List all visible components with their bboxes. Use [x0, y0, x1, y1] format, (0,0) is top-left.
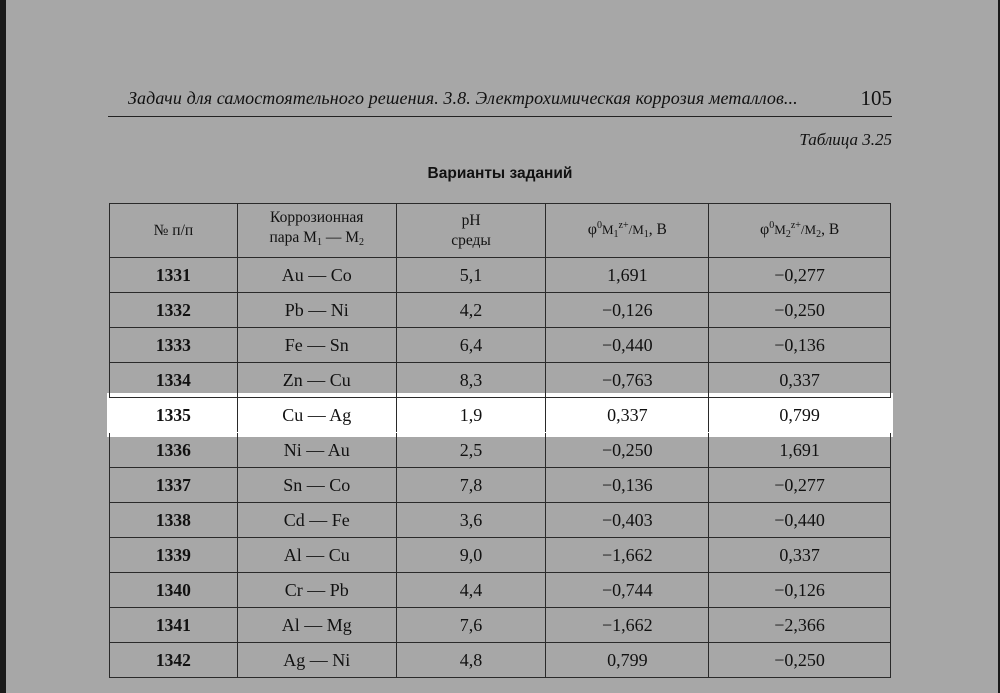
running-head	[108, 86, 892, 117]
cell-ph: 4,2	[396, 293, 546, 328]
cell-phi1: −0,136	[546, 468, 709, 503]
cell-phi2: −0,277	[709, 468, 891, 503]
table-row	[110, 293, 891, 328]
cell-ph: 9,0	[396, 538, 546, 573]
variants-table	[109, 203, 891, 678]
cell-phi2: −2,366	[709, 608, 891, 643]
table-row	[110, 433, 891, 468]
page-left-edge	[0, 0, 6, 693]
cell-pair: Fe — Sn	[237, 328, 396, 363]
cell-num: 1335	[110, 398, 238, 433]
cell-phi2: −0,277	[709, 258, 891, 293]
table-row-highlighted	[110, 398, 891, 433]
cell-num: 1334	[110, 363, 238, 398]
cell-phi1: −0,126	[546, 293, 709, 328]
table-caption: Варианты заданий	[427, 165, 573, 182]
cell-num: 1331	[110, 258, 238, 293]
cell-ph: 7,6	[396, 608, 546, 643]
cell-num: 1337	[110, 468, 238, 503]
table-row	[110, 503, 891, 538]
cell-pair: Zn — Cu	[237, 363, 396, 398]
cell-phi1: 0,337	[546, 398, 709, 433]
cell-num: 1340	[110, 573, 238, 608]
cell-phi2: −0,250	[709, 643, 891, 678]
cell-pair: Pb — Ni	[237, 293, 396, 328]
cell-phi1: −1,662	[546, 538, 709, 573]
cell-num: 1338	[110, 503, 238, 538]
cell-ph: 2,5	[396, 433, 546, 468]
cell-ph: 4,8	[396, 643, 546, 678]
table-row	[110, 468, 891, 503]
cell-ph: 6,4	[396, 328, 546, 363]
page-number: 105	[860, 86, 892, 110]
table-header-row	[110, 204, 891, 258]
table-row	[110, 608, 891, 643]
cell-phi2: 0,337	[709, 363, 891, 398]
cell-phi2: 0,337	[709, 538, 891, 573]
cell-pair: Ag — Ni	[237, 643, 396, 678]
cell-phi2: −0,126	[709, 573, 891, 608]
cell-ph: 7,8	[396, 468, 546, 503]
cell-pair: Cu — Ag	[237, 398, 396, 433]
cell-phi2: −0,250	[709, 293, 891, 328]
cell-phi2: −0,136	[709, 328, 891, 363]
header-phi2: $\varphi^0M_2^{z+}/M_2$, B	[709, 204, 891, 258]
cell-pair: Ni — Au	[237, 433, 396, 468]
table-row	[110, 328, 891, 363]
cell-phi2: 0,799	[709, 398, 891, 433]
cell-phi1: −1,662	[546, 608, 709, 643]
table-row	[110, 363, 891, 398]
cell-phi1: −0,763	[546, 363, 709, 398]
cell-ph: 1,9	[396, 398, 546, 433]
cell-phi1: 0,799	[546, 643, 709, 678]
cell-pair: Al — Cu	[237, 538, 396, 573]
table-row	[110, 258, 891, 293]
cell-phi1: 1,691	[546, 258, 709, 293]
running-head-title: Задачи для самостоятельного решения. 3.8. Электрохимическая коррозия металлов...	[128, 88, 798, 108]
cell-num: 1336	[110, 433, 238, 468]
header-pair: Коррозионная пара $M_1$ — $M_2$	[237, 204, 396, 258]
cell-phi1: −0,250	[546, 433, 709, 468]
cell-pair: Al — Mg	[237, 608, 396, 643]
cell-ph: 3,6	[396, 503, 546, 538]
header-num: № п/п	[110, 204, 238, 258]
table-row	[110, 643, 891, 678]
cell-ph: 8,3	[396, 363, 546, 398]
cell-num: 1339	[110, 538, 238, 573]
cell-pair: Cr — Pb	[237, 573, 396, 608]
table-row	[110, 573, 891, 608]
cell-phi2: −0,440	[709, 503, 891, 538]
cell-pair: Au — Co	[237, 258, 396, 293]
cell-ph: 4,4	[396, 573, 546, 608]
cell-phi1: −0,403	[546, 503, 709, 538]
cell-ph: 5,1	[396, 258, 546, 293]
header-phi1: $\varphi^0M_1^{z+}/M_1$, B	[546, 204, 709, 258]
header-ph: pH среды	[396, 204, 546, 258]
cell-pair: Cd — Fe	[237, 503, 396, 538]
table-label: Таблица 3.25	[799, 130, 892, 149]
cell-num: 1341	[110, 608, 238, 643]
cell-num: 1333	[110, 328, 238, 363]
cell-phi1: −0,744	[546, 573, 709, 608]
cell-num: 1332	[110, 293, 238, 328]
cell-num: 1342	[110, 643, 238, 678]
cell-phi1: −0,440	[546, 328, 709, 363]
table-row	[110, 538, 891, 573]
cell-phi2: 1,691	[709, 433, 891, 468]
cell-pair: Sn — Co	[237, 468, 396, 503]
